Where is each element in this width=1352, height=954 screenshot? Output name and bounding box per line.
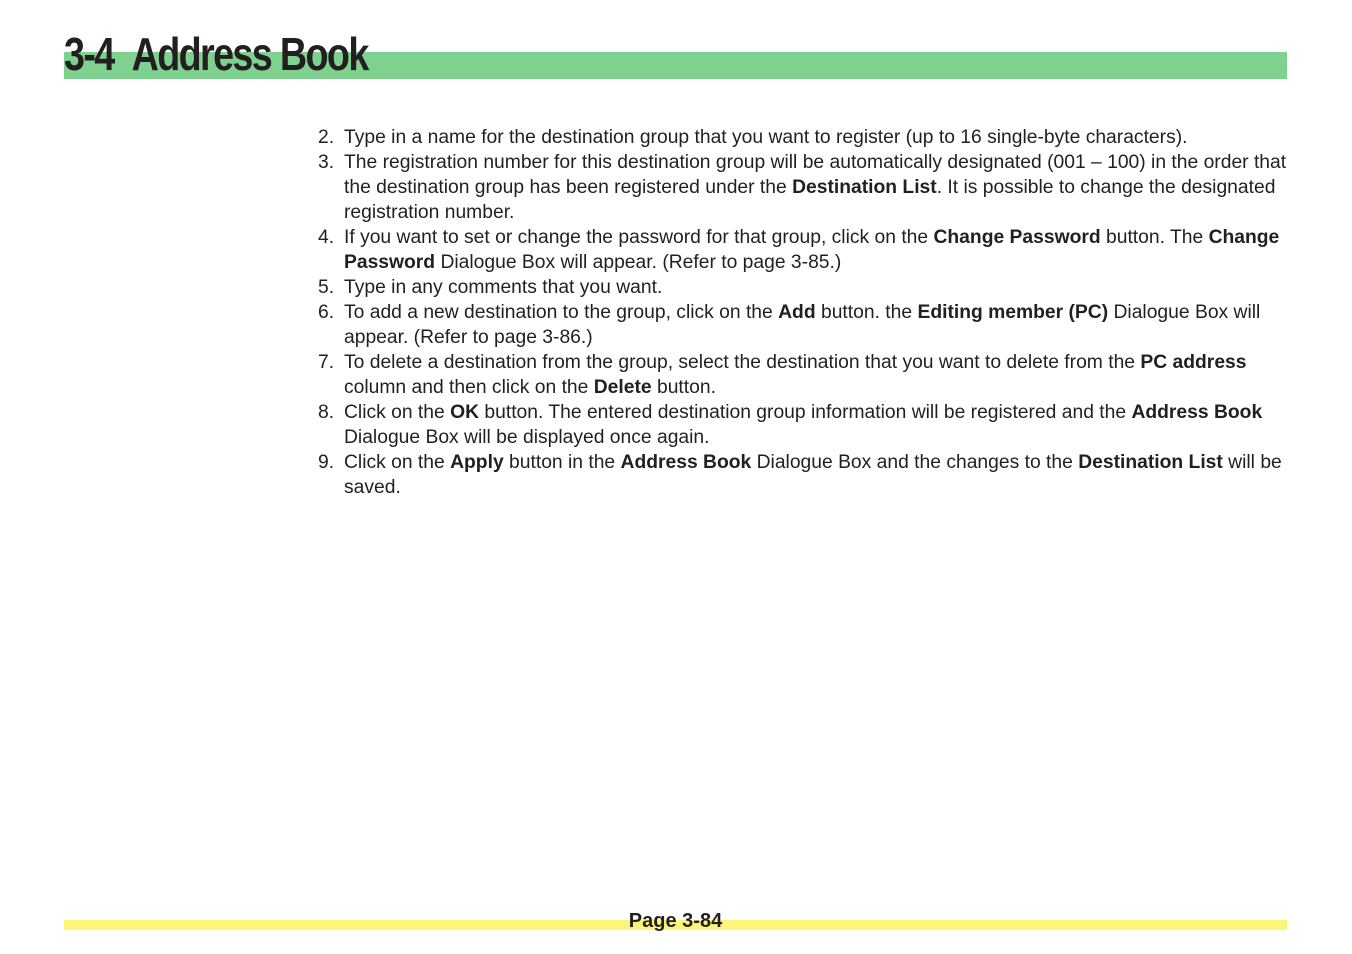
step-item [318, 400, 1293, 450]
step-item [318, 125, 1293, 150]
step-text: Type in any comments that you want. [344, 277, 663, 298]
step-number: 2. [318, 127, 335, 148]
step-text: . It is possible to change the designated registration number. [344, 177, 1276, 223]
step-text: To add a new destination to the group, click on the [344, 302, 779, 323]
step-number: 7. [318, 352, 335, 373]
step-text: Dialogue Box and the changes to the [751, 452, 1079, 473]
step-item [318, 300, 1293, 350]
step-text: Click on the [344, 402, 451, 423]
step-text: To delete a destination from the group, select the destination that you want to delete from the [344, 352, 1141, 373]
step-text: column and then click on the [344, 377, 594, 398]
step-text: If you want to set or change the password for that group, click on the [344, 227, 934, 248]
step-emphasis: Add [778, 302, 816, 323]
step-item [318, 450, 1293, 500]
step-emphasis: OK [450, 402, 480, 423]
step-item [318, 350, 1293, 400]
step-number: 8. [318, 402, 335, 423]
step-emphasis: Editing member (PC) [917, 302, 1109, 323]
step-item [318, 150, 1293, 225]
step-text: button. The entered destination group information will be registered and the [479, 402, 1132, 423]
step-text: button in the [503, 452, 621, 473]
section-header [64, 30, 1287, 80]
page-footer [64, 908, 1287, 934]
step-text: button. the [815, 302, 918, 323]
step-text: Dialogue Box will appear. (Refer to page 3-85.) [435, 252, 842, 273]
page-title [64, 30, 368, 78]
step-text: Type in a name for the destination group that you want to register (up to 16 single-byte characters). [344, 127, 1188, 148]
step-text: Dialogue Box will appear. (Refer to page 3-86.) [344, 302, 1261, 348]
step-emphasis: Destination List [792, 177, 937, 198]
step-text: will be saved. [344, 452, 1282, 498]
step-text: The registration number for this destination group will be automatically designated (001 – 100) in the order that the destination group has been registered under the [344, 152, 1287, 198]
step-number: 6. [318, 302, 335, 323]
step-emphasis: Address Book [1131, 402, 1263, 423]
step-emphasis: Address Book [620, 452, 752, 473]
step-number: 9. [318, 452, 335, 473]
step-emphasis: Destination List [1078, 452, 1223, 473]
page-number: Page 3-84 [628, 910, 723, 932]
section-title: Address Book [131, 28, 368, 80]
section-number: 3-4 [64, 28, 114, 80]
step-number: 5. [318, 277, 335, 298]
step-number: 4. [318, 227, 335, 248]
step-emphasis: PC address [1140, 352, 1247, 373]
step-emphasis: Change Password [933, 227, 1101, 248]
step-text: Click on the [344, 452, 451, 473]
step-emphasis: Delete [593, 377, 652, 398]
step-item [318, 275, 1293, 300]
step-number: 3. [318, 152, 335, 173]
step-item [318, 225, 1293, 275]
step-emphasis: Apply [450, 452, 504, 473]
step-text: button. The [1100, 227, 1209, 248]
step-text: Dialogue Box will be displayed once again. [344, 427, 710, 448]
instruction-steps [318, 125, 1293, 500]
step-emphasis: Change Password [344, 227, 1280, 273]
step-text: button. [651, 377, 716, 398]
